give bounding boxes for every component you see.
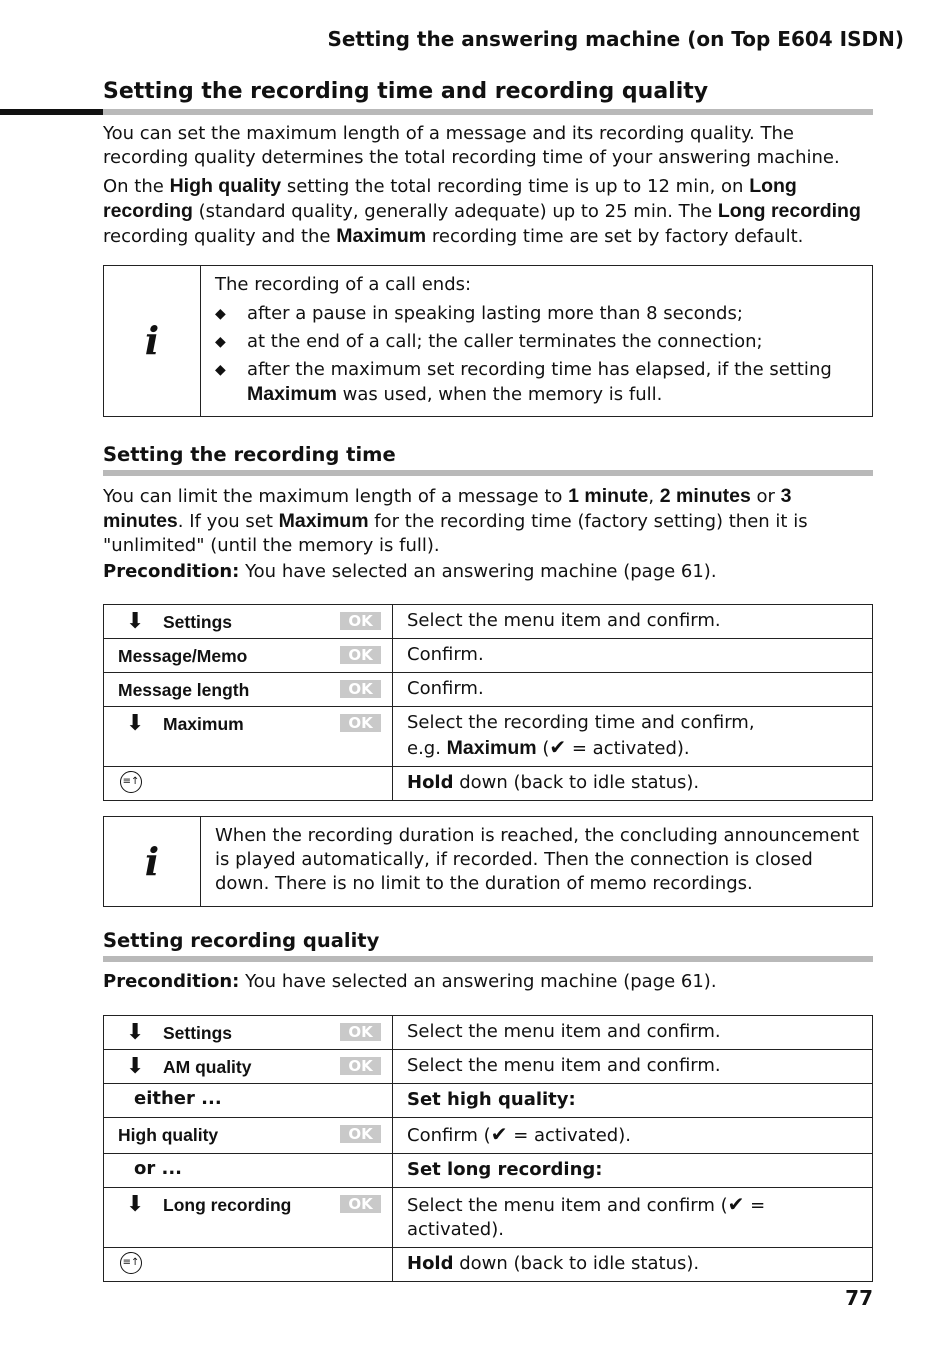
menu-key-am-quality: AM quality [163, 1057, 252, 1077]
menu-key-message-memo: Message/Memo [118, 646, 248, 666]
precondition-2: Precondition: You have selected an answering machine (page 61). [103, 971, 717, 992]
page-number: 77 [845, 1286, 873, 1310]
menu-key-maximum: Maximum [163, 714, 244, 734]
running-header: Setting the answering machine (on Top E604 ISDN) [327, 27, 904, 51]
menu-key-message-length: Message length [118, 680, 250, 700]
info-box-recording-end [103, 265, 873, 417]
down-arrow-icon: ⬇ [126, 1192, 145, 1217]
down-arrow-icon: ⬇ [126, 1020, 145, 1045]
info-bullet: ◆ after a pause in speaking lasting more than 8 seconds; [215, 303, 743, 324]
subsection-title-recording-quality: Setting recording quality [103, 929, 380, 952]
end-call-key-icon: ≡↑ [120, 1252, 142, 1274]
menu-key-settings: Settings [163, 1023, 233, 1043]
recording-quality-steps-table [103, 1015, 873, 1282]
section-title: Setting the recording time and recording quality [103, 79, 709, 104]
ok-key: OK [340, 1125, 381, 1143]
menu-key-long-recording: Long recording [163, 1195, 292, 1215]
table-row: ⬇ Long recording OK Select the menu item and confirm (✔ = activated). [104, 1188, 873, 1248]
table-row: ⬇ Settings OK Select the menu item and confirm. [104, 605, 873, 639]
end-call-key-icon: ≡↑ [120, 771, 142, 793]
info-icon: i [104, 266, 201, 416]
table-row: either ... Set high quality: [104, 1084, 873, 1118]
diamond-bullet-icon: ◆ [215, 362, 226, 378]
menu-key-settings: Settings [163, 612, 233, 632]
table-row: Message/Memo OK Confirm. [104, 639, 873, 673]
subsection-rule [103, 956, 873, 962]
option-or: or ... [134, 1158, 183, 1179]
ok-key: OK [340, 1195, 381, 1213]
ok-key: OK [340, 714, 381, 732]
table-row: ⬇ AM quality OK Select the menu item and confirm. [104, 1050, 873, 1084]
table-row: ⬇ Maximum OK Select the recording time and confirm, e.g. Maximum (✔ = activated). [104, 707, 873, 767]
section-title-rule [103, 109, 873, 115]
table-row: ≡↑ Hold down (back to idle status). [104, 767, 873, 801]
down-arrow-icon: ⬇ [126, 711, 145, 736]
info-icon: i [104, 817, 201, 906]
down-arrow-icon: ⬇ [126, 609, 145, 634]
check-icon: ✔ [549, 735, 567, 759]
ok-key: OK [340, 1023, 381, 1041]
ok-key: OK [340, 612, 381, 630]
table-row: ≡↑ Hold down (back to idle status). [104, 1248, 873, 1282]
info-bullet: ◆ at the end of a call; the caller terminates the connection; [215, 331, 763, 352]
diamond-bullet-icon: ◆ [215, 306, 226, 322]
section-marker-bar [0, 109, 103, 115]
intro-paragraph-2: On the High quality setting the total recording time is up to 12 min, on Long recording (standard quality, generally adequate) up to 25 min. The Long recording recording quality and the Maximum recording time are set by factory default. [103, 175, 861, 247]
ok-key: OK [340, 1057, 381, 1075]
subsection-title-recording-time: Setting the recording time [103, 443, 396, 466]
menu-key-high-quality: High quality [118, 1125, 219, 1145]
info-text: When the recording duration is reached, the concluding announcement is played automatically, if recorded. Then the connection is closed down. There is no limit to the duration of memo recordings. [215, 825, 860, 894]
ok-key: OK [340, 646, 381, 664]
option-either: either ... [134, 1088, 222, 1109]
down-arrow-icon: ⬇ [126, 1054, 145, 1079]
precondition-1: Precondition: You have selected an answering machine (page 61). [103, 561, 717, 582]
table-row: ⬇ Settings OK Select the menu item and confirm. [104, 1016, 873, 1050]
subsection-rule [103, 470, 873, 476]
info-lead: The recording of a call ends: [215, 274, 472, 295]
table-row: High quality OK Confirm (✔ = activated). [104, 1118, 873, 1154]
ok-key: OK [340, 680, 381, 698]
check-icon: ✔ [727, 1192, 745, 1216]
diamond-bullet-icon: ◆ [215, 334, 226, 350]
check-icon: ✔ [490, 1122, 508, 1146]
intro-paragraph-1: You can set the maximum length of a message and its recording quality. The recording quality determines the total recording time of your answering machine. [103, 123, 840, 168]
table-row: Message length OK Confirm. [104, 673, 873, 707]
info-bullet: ◆ after the maximum set recording time has elapsed, if the setting Maximum was used, when the memory is full. [215, 359, 832, 405]
table-row: or ... Set long recording: [104, 1154, 873, 1188]
recording-time-steps-table [103, 604, 873, 801]
recording-time-paragraph: You can limit the maximum length of a message to 1 minute, 2 minutes or 3 minutes. If you set Maximum for the recording time (factory setting) then it is "unlimited" (until the memory is full). [103, 485, 808, 556]
info-box-recording-duration [103, 816, 873, 907]
